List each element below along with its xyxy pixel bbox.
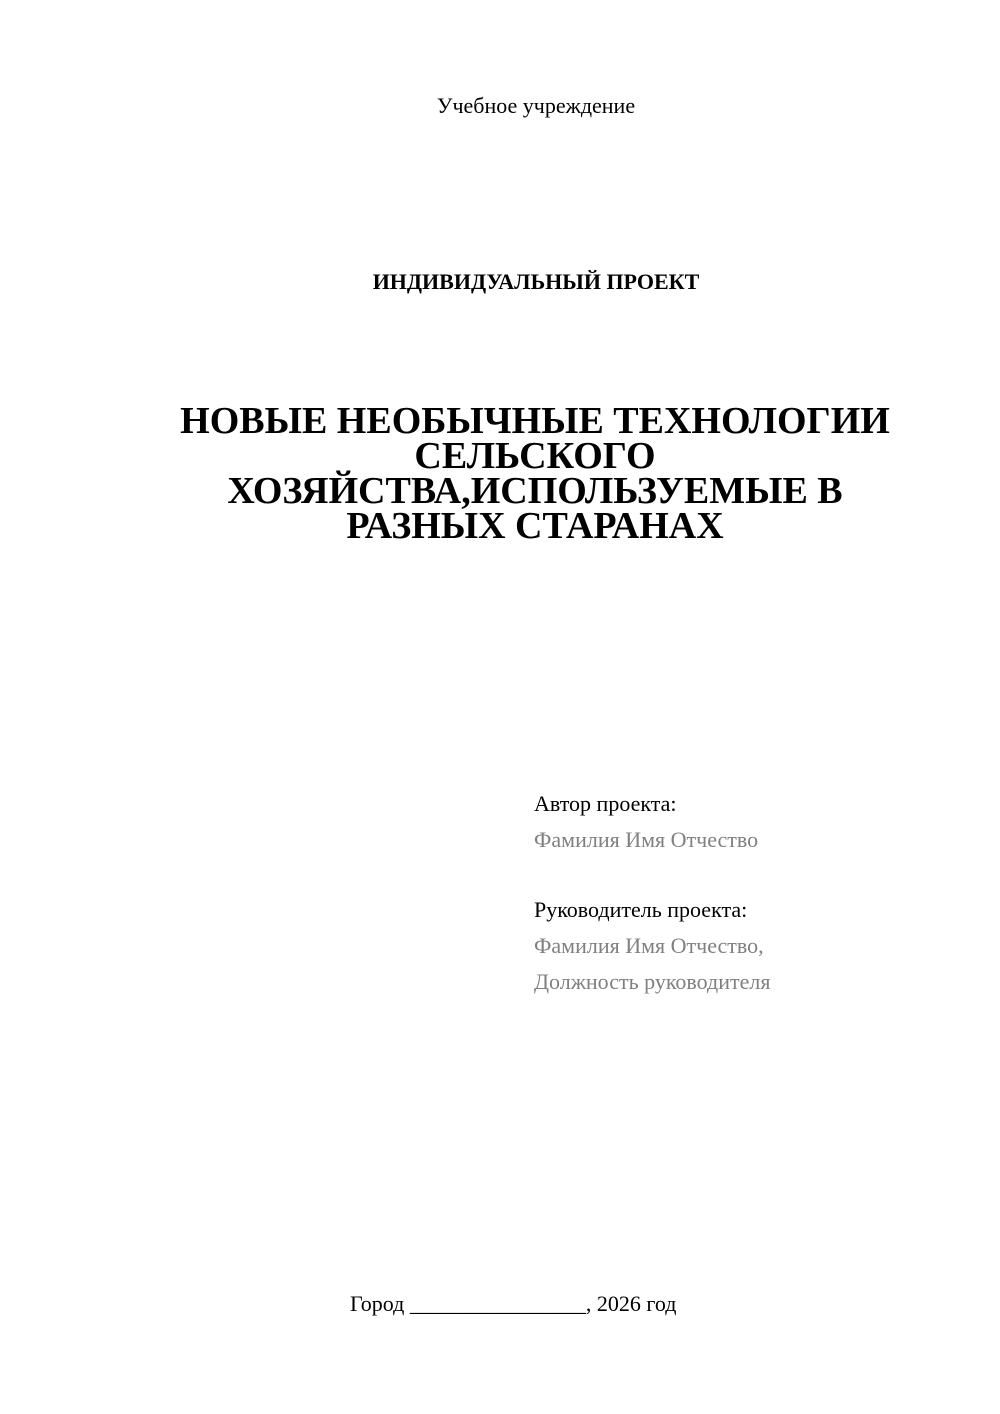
author-label: Автор проекта:: [534, 791, 677, 816]
author-name: Фамилия Имя Отчество: [534, 827, 759, 852]
supervisor-position: Должность руководителя: [534, 969, 771, 994]
title-line: ХОЗЯЙСТВА,ИСПОЛЬЗУЕМЫЕ В: [227, 470, 843, 512]
supervisor-label: Руководитель проекта:: [534, 897, 748, 922]
project-type-heading: ИНДИВИДУАЛЬНЫЙ ПРОЕКТ: [372, 269, 700, 294]
supervisor-name: Фамилия Имя Отчество,: [534, 933, 764, 958]
title-line: СЕЛЬСКОГО: [414, 435, 656, 477]
title-line: НОВЫЕ НЕОБЫЧНЫЕ ТЕХНОЛОГИИ: [180, 400, 890, 442]
city-label: Город: [350, 1291, 405, 1316]
project-title: [160, 400, 910, 547]
author-block: [534, 790, 758, 862]
year-text: , 2026 год: [585, 1291, 677, 1316]
city-year-line: [350, 1290, 676, 1318]
supervisor-block: [534, 896, 770, 1004]
city-blank: ________________: [409, 1291, 586, 1316]
title-line: РАЗНЫХ СТАРАНАХ: [346, 505, 724, 547]
institution-name: Учебное учреждение: [436, 93, 636, 118]
